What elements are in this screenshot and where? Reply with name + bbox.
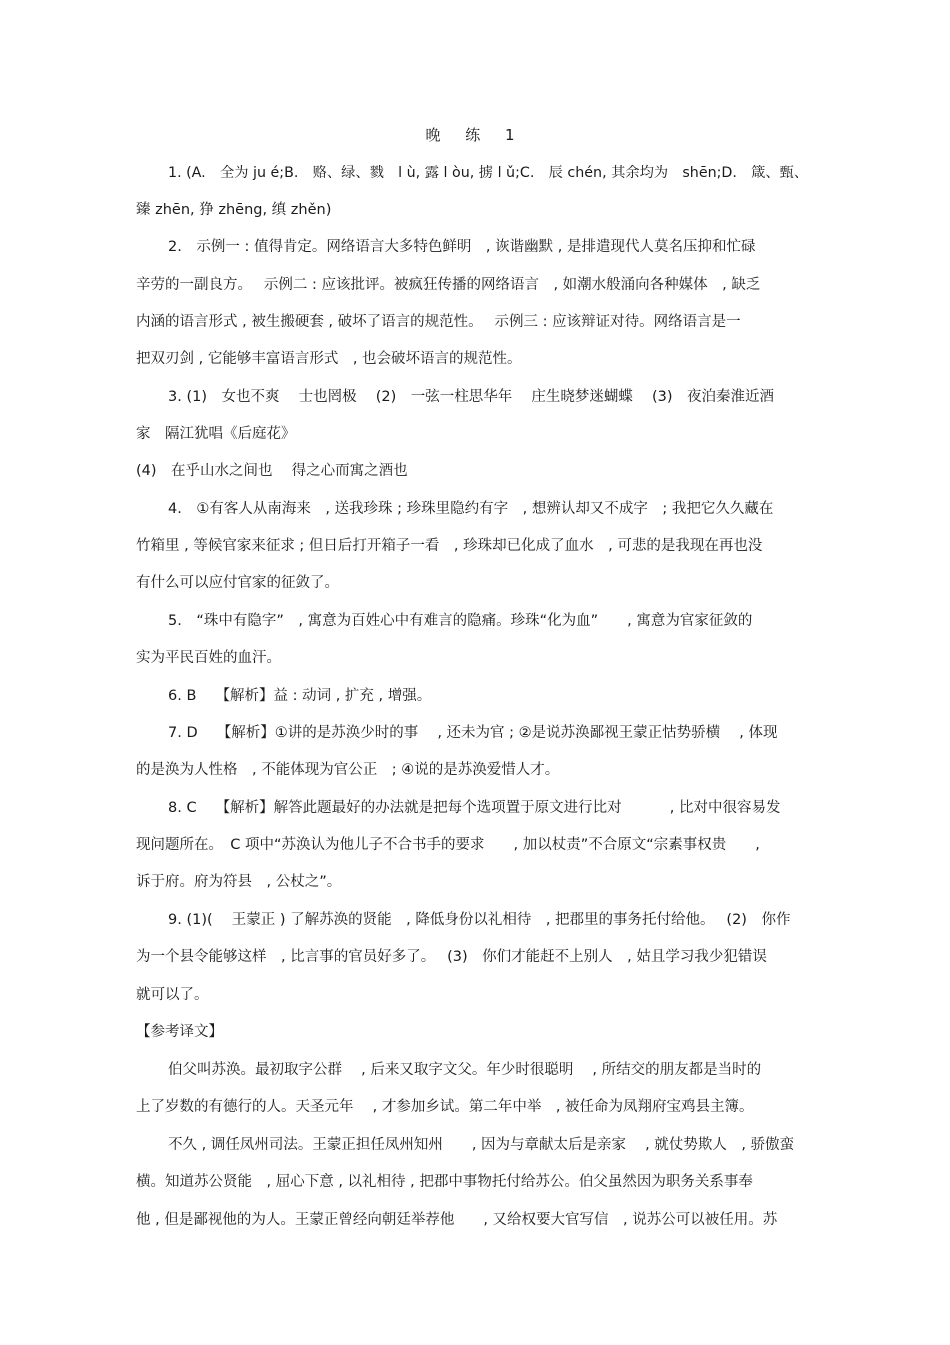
- page-title: 晚 练 1: [425, 126, 525, 144]
- answer-8-line-3: 诉于府。府为符县 , 公杖之”。: [136, 874, 342, 890]
- answer-3-line-3: (4) 在乎山水之间也 得之心而寓之酒也: [136, 463, 408, 479]
- answer-5-line-2: 实为平民百姓的血汗。: [136, 650, 281, 666]
- answer-2-line-2: 辛劳的一副良方。 示例二 : 应该批评。被疯狂传播的网络语言 , 如潮水般涌向各种媒体 , 缺乏: [136, 277, 761, 293]
- answer-3-line-2: 家 隔江犹唱《后庭花》: [136, 426, 296, 442]
- answer-5-line-1: 5. “珠中有隐字” , 寓意为百姓心中有难言的隐痛。珍珠“化为血” , 寓意为官家征敛的: [168, 613, 753, 629]
- answer-7-line-2: 的是涣为人性格 , 不能体现为官公正 ; ④说的是苏涣爱惜人才。: [136, 762, 560, 778]
- answer-1-line-2: 臻 zhēn, 狰 zhēng, 缜 zhěn): [136, 202, 332, 218]
- answer-2-line-3: 内涵的语言形式 , 被生搬硬套 , 破坏了语言的规范性。 示例三 : 应该辩证对待。网络语言是一: [136, 314, 741, 330]
- answer-4-line-3: 有什么可以应付官家的征敛了。: [136, 575, 339, 591]
- answer-7-line-1: 7. D 【解析】①讲的是苏涣少时的事 , 还未为官 ; ②是说苏涣鄙视王蒙正怙势骄横 , 体现: [168, 725, 778, 741]
- answer-6-line-1: 6. B 【解析】益 : 动词 , 扩充 , 增强。: [168, 688, 432, 704]
- answer-9-line-1: 9. (1)( 王蒙正 ) 了解苏涣的贤能 , 降低身份以礼相待 , 把郡里的事务托付给他。 (2) 你作: [168, 912, 791, 928]
- answer-3-line-1: 3. (1) 女也不爽 士也罔极 (2) 一弦一柱思华年 庄生晓梦迷蝴蝶 (3) 夜泊秦淮近酒: [168, 389, 774, 405]
- translation-p2-line-1: 不久 , 调任凤州司法。王蒙正担任凤州知州 , 因为与章献太后是亲家 , 就仗势欺人 , 骄傲蛮: [168, 1137, 795, 1153]
- answer-4-line-1: 4. ①有客人从南海来 , 送我珍珠 ; 珍珠里隐约有字 , 想辨认却又不成字 ; 我把它久久藏在: [168, 501, 774, 517]
- answer-9-line-3: 就可以了。: [136, 987, 209, 1003]
- translation-p2-line-3: 他 , 但是鄙视他的为人。王蒙正曾经向朝廷举荐他 , 又给权要大官写信 , 说苏公可以被任用。苏: [136, 1212, 778, 1228]
- translation-p2-line-2: 横。知道苏公贤能 , 屈心下意 , 以礼相待 , 把郡中事物托付给苏公。伯父虽然因为职务关系事奉: [136, 1174, 753, 1190]
- answer-8-line-2: 现问题所在。 C 项中“苏涣认为他儿子不合书手的要求 , 加以杖责”不合原文“宗素事权贵 ,: [136, 837, 760, 853]
- answer-2-line-1: 2. 示例一 : 值得肯定。网络语言大多特色鲜明 , 诙谐幽默 , 是排遣现代人莫名压抑和忙碌: [168, 239, 756, 255]
- reference-translation-heading: 【参考译文】: [136, 1024, 223, 1040]
- answer-4-line-2: 竹箱里 , 等候官家来征求 ; 但日后打开箱子一看 , 珍珠却已化成了血水 , 可悲的是我现在再也没: [136, 538, 763, 554]
- answer-2-line-4: 把双刃剑 , 它能够丰富语言形式 , 也会破坏语言的规范性。: [136, 351, 522, 367]
- translation-p1-line-2: 上了岁数的有德行的人。天圣元年 , 才参加乡试。第二年中举 , 被任命为凤翔府宝鸡县主簿。: [136, 1099, 754, 1115]
- translation-p1-line-1: 伯父叫苏涣。最初取字公群 , 后来又取字文父。年少时很聪明 , 所结交的朋友都是当时的: [168, 1062, 762, 1078]
- answer-9-line-2: 为一个县令能够这样 , 比言事的官员好多了。 (3) 你们才能赶不上别人 , 姑且学习我少犯错误: [136, 949, 767, 965]
- answer-1-line-1: 1. (A. 全为 ju é;B. 赂、绿、戮 l ù, 露 l òu, 掳 l ǔ;C. 辰 chén, 其余均为 shēn;D. 箴、甄、: [168, 165, 809, 181]
- answer-8-line-1: 8. C 【解析】解答此题最好的办法就是把每个选项置于原文进行比对 , 比对中很容易发: [168, 800, 781, 816]
